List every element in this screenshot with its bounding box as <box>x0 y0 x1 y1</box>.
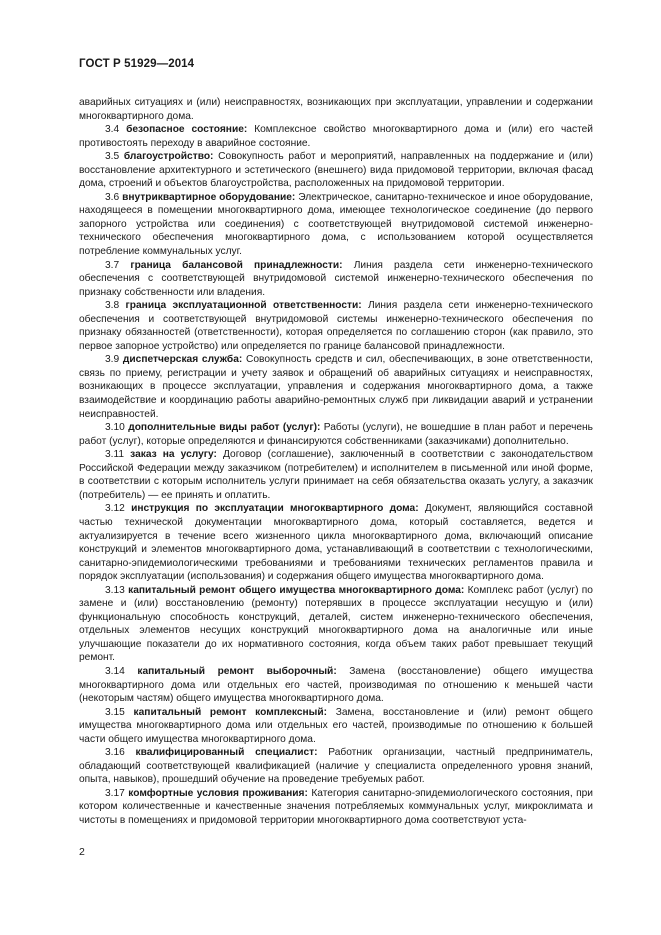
definition-item <box>79 299 593 353</box>
definition-term: внутриквартирное оборудование: <box>122 191 296 203</box>
definition-item <box>79 787 593 828</box>
definition-number: 3.5 <box>105 151 120 163</box>
definition-text: Комплекс работ (услуг) по замене и (или) восстановлению (ремонту) потерявших в процессе эксплуатации несущую и (или) функциональную способность конструкций, деталей, систем инженерно-технического обеспечения, отдельных элементов несущих конструкций многоквартирного дома на аналогичные или иные улучшающие показатели до их нормативного состояния, когда объем таких работ превышает текущий ремонт. <box>79 584 593 664</box>
definition-text: Договор (соглашение), заключенный в соответствии с законодательством Российской Федерации между заказчиком (потребителем) и исполнителем в письменной или иной форме, в соответствии с которым исполнитель услуги принимает на себя обязательства оказать услугу, а заказчик (потребитель) — ее принять и оплатить. <box>79 449 593 501</box>
definition-number: 3.16 <box>105 747 125 759</box>
definition-text: Работы (услуги), не вошедшие в план работ и перечень работ (услуг), которые определяются и финансируются собственниками (заказчиками) дополнительно. <box>79 422 593 447</box>
definition-item <box>79 150 593 191</box>
definition-number: 3.13 <box>105 584 125 596</box>
definition-term: инструкция по эксплуатации многоквартирного дома: <box>131 503 419 515</box>
definition-term: комфортные условия проживания: <box>128 787 308 799</box>
definition-term: безопасное состояние: <box>126 124 248 136</box>
definition-term: капитальный ремонт комплексный: <box>133 706 328 718</box>
definition-item <box>79 584 593 665</box>
definition-term: квалифицированный специалист: <box>135 747 318 759</box>
definition-number: 3.11 <box>105 449 125 461</box>
intro-paragraph: аварийных ситуациях и (или) неисправностях, возникающих при эксплуатации, управлении и содержании многоквартирного дома. <box>79 97 593 122</box>
definition-number: 3.7 <box>105 259 120 271</box>
definition-item <box>79 502 593 583</box>
definition-text: Электрическое, санитарно-техническое и иное оборудование, находящееся в помещении многоквартирного дома, имеющее технологическое соединение (до первого запорного устройства или соединения) с соответствующей внутридомовой системой инженерно-технического обеспечения многоквартирного дома, с использованием которой осуществляется потребление коммунальных услуг. <box>79 191 593 258</box>
definition-term: диспетчерская служба: <box>122 354 243 366</box>
definition-text: Совокупность работ и мероприятий, направленных на поддержание и (или) восстановление архитектурного и эстетического (внешнего) вида придомовой территории, включая фасад дома, строений и объектов благоустройства, расположенных на придомовой территории. <box>79 151 593 190</box>
definition-text: Замена (восстановление) общего имущества многоквартирного дома или отдельных его частей, производимая по отношению к меньшей части (некоторым частям) общего имущества многоквартирного дома. <box>79 665 593 705</box>
definition-item <box>79 123 593 150</box>
definition-text: Замена, восстановление и (или) ремонт общего имущества многоквартирного дома или отдельных его частей, производимые по отношению к большей части общего имущества многоквартирного дома. <box>79 706 593 745</box>
definition-number: 3.15 <box>105 706 125 718</box>
definition-number: 3.6 <box>105 191 120 203</box>
definition-item <box>79 259 593 300</box>
definition-term: граница балансовой принадлежности: <box>130 259 343 271</box>
definitions-list <box>79 123 593 827</box>
definition-item <box>79 665 593 706</box>
definition-item <box>79 448 593 502</box>
definition-number: 3.9 <box>105 354 120 366</box>
definition-item <box>79 353 593 421</box>
definition-number: 3.10 <box>105 422 125 434</box>
definition-text: Категория санитарно-эпидемиологического состояния, при котором количественные и качественные значения потребляемых коммунальных услуг, микроклимата и чистоты в помещениях и придомовой территории многоквартирного дома соответствуют уста- <box>79 787 593 826</box>
definition-number: 3.4 <box>105 124 120 136</box>
definition-number: 3.17 <box>105 787 125 799</box>
definition-item <box>79 746 593 787</box>
definition-number: 3.12 <box>105 503 125 515</box>
definition-text: Линия раздела сети инженерно-технического обеспечения и соответствующей внутридомовой системы инженерно-технического обеспечения по признаку обязанностей (ответственности), которая определяется по соглашению сторон (как правило, это первое запорное устройство) или определяется по границе балансовой принадлежности. <box>79 300 593 352</box>
definition-term: благоустройство: <box>123 151 214 163</box>
definition-term: граница эксплуатационной ответственности: <box>125 300 362 312</box>
document-header: ГОСТ Р 51929—2014 <box>79 58 195 70</box>
definition-number: 3.8 <box>105 300 120 312</box>
definition-text: Документ, являющийся составной частью технической документации многоквартирного дома, который составляется, ведется и актуализируется в течение всего жизненного цикла многоквартирного дома, включающий описание конструкций и элементов многоквартирного дома, устанавливающий в соответствии с технологическими, санитарно-эпидемиологическими требованиями и требованиями технических регламентов правила и порядок эксплуатации (использования) и содержания общего имущества многоквартирного дома. <box>79 503 593 583</box>
definition-text: Совокупность средств и сил, обеспечивающих, в зоне ответственности, связь по приему, регистрации и учету заявок и обращений об аварийных ситуациях и неисправностях, возникающих в процессе эксплуатации, управления и содержания многоквартирного дома, а также взаимодействие и координацию работы аварийно-ремонтных служб при ликвидации аварий и устранении неисправностей. <box>79 354 593 420</box>
page-number: 2 <box>79 846 85 858</box>
definition-term: заказ на услугу: <box>130 449 217 461</box>
definition-text: Работник организации, частный предприниматель, обладающий соответствующей квалификацией (наличие у специалиста определенного уровня знаний, опыта, навыков), прошедший обучение на проведение требуемых работ. <box>79 747 593 786</box>
definition-term: капитальный ремонт общего имущества многоквартирного дома: <box>128 584 465 596</box>
definition-term: капитальный ремонт выборочный: <box>137 665 337 677</box>
definition-item <box>79 706 593 747</box>
definition-text: Комплексное свойство многоквартирного дома и (или) его частей противостоять переходу в аварийное состояние. <box>79 124 593 149</box>
definition-text: Линия раздела сети инженерно-технического обеспечения с соответствующей внутридомовой системой инженерно-технического обеспечения по признаку собственности или владения. <box>79 259 593 298</box>
definition-item <box>79 421 593 448</box>
document-body <box>79 96 593 828</box>
definition-term: дополнительные виды работ (услуг): <box>128 422 321 434</box>
definition-item <box>79 191 593 259</box>
definition-number: 3.14 <box>105 665 125 677</box>
